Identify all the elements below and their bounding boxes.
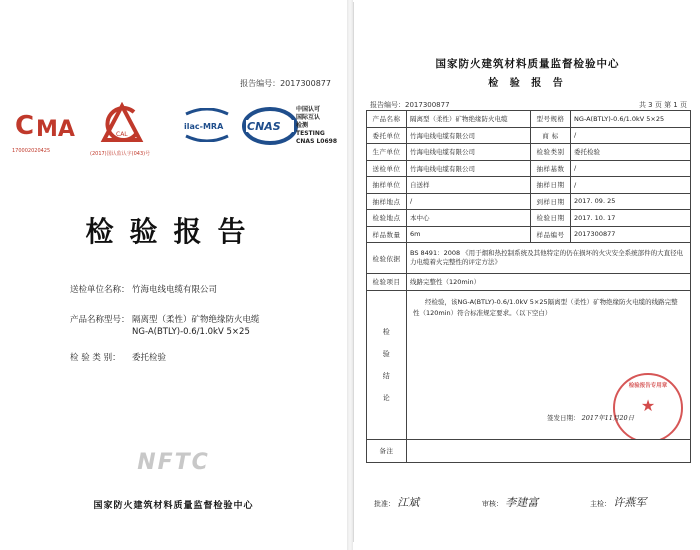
row-label: 检验日期 bbox=[531, 210, 571, 227]
row-label: 商 标 bbox=[531, 127, 571, 144]
report-cover-page bbox=[0, 2, 348, 542]
cnas-caption-line: 中国认可 bbox=[296, 106, 321, 113]
page-info: 共 3 页 第 1 页 bbox=[638, 101, 687, 109]
cma-logo bbox=[12, 110, 76, 154]
field-value: 竹海电线电缆有限公司 bbox=[132, 285, 218, 295]
table-row-remark bbox=[367, 439, 691, 462]
ilac-logo-letters: ilac-MRA bbox=[184, 122, 224, 131]
remark-value bbox=[407, 439, 691, 462]
row-value: 2017300877 bbox=[571, 226, 691, 243]
cnas-caption-line: 国际互认 bbox=[296, 114, 321, 121]
row-label: 检验地点 bbox=[367, 210, 407, 227]
row-value: NG-A(BTLY)-0.6/1.0kV 5×25 bbox=[571, 111, 691, 128]
svg-text:C: C bbox=[15, 111, 35, 141]
table-row bbox=[367, 193, 691, 210]
row-value: 竹海电线电缆有限公司 bbox=[407, 144, 531, 161]
row-value: / bbox=[571, 127, 691, 144]
cma-logo-letters: MA bbox=[36, 117, 75, 142]
signature-label: 批准： bbox=[374, 500, 395, 508]
table-row bbox=[367, 127, 691, 144]
cnas-logo-letters: CNAS bbox=[247, 120, 281, 133]
field-value-line: NG-A(BTLY)-0.6/1.0kV 5×25 bbox=[132, 327, 250, 337]
signature-approver bbox=[374, 494, 419, 510]
row-label: 抽样单位 bbox=[367, 177, 407, 194]
cover-title: 检验报告 bbox=[85, 215, 262, 248]
table-row bbox=[367, 210, 691, 227]
conclusion-cell bbox=[407, 290, 691, 439]
row-value: 2017. 10. 17 bbox=[571, 210, 691, 227]
items-label: 检验项目 bbox=[367, 274, 407, 291]
table-row bbox=[367, 160, 691, 177]
field-value-line: 隔离型（柔性）矿物绝缘防火电缆 bbox=[132, 315, 260, 325]
issue-date-label: 签发日期： bbox=[547, 413, 580, 422]
table-row bbox=[367, 111, 691, 128]
signature-label: 审核： bbox=[482, 500, 503, 508]
report-detail-page bbox=[353, 2, 700, 542]
items-value: 线路完整性（120min） bbox=[407, 274, 691, 291]
table-row bbox=[367, 177, 691, 194]
row-label: 到样日期 bbox=[531, 193, 571, 210]
cal-logo-letters: CAL bbox=[116, 131, 128, 138]
conclusion-label-char: 论 bbox=[382, 393, 391, 402]
field-label: 产品名称型号： bbox=[70, 315, 130, 325]
basis-label: 检验依据 bbox=[367, 243, 407, 274]
row-label: 委托单位 bbox=[367, 127, 407, 144]
table-row bbox=[367, 226, 691, 243]
signature-name: 许燕军 bbox=[613, 496, 647, 509]
row-value: 委托检验 bbox=[571, 144, 691, 161]
conclusion-label-char: 结 bbox=[382, 371, 391, 380]
ilac-mra-logo bbox=[182, 108, 232, 142]
cover-footer-org: 国家防火建筑材料质量监督检验中心 bbox=[93, 501, 254, 511]
cnas-caption-line: TESTING bbox=[296, 130, 325, 137]
row-label: 产品名称 bbox=[367, 111, 407, 128]
seal-text: 检验报告专用章 bbox=[628, 382, 668, 389]
row-value: 6m bbox=[407, 226, 531, 243]
row-label: 样品编号 bbox=[531, 226, 571, 243]
cover-field-category bbox=[70, 352, 166, 364]
signature-reviewer bbox=[482, 494, 538, 510]
row-value: 本中心 bbox=[407, 210, 531, 227]
signature-inspector bbox=[590, 494, 646, 510]
inspection-seal bbox=[613, 373, 683, 440]
cma-logo-caption: 170002020425 bbox=[12, 148, 51, 154]
remark-label: 备注 bbox=[367, 439, 407, 462]
row-label: 抽样地点 bbox=[367, 193, 407, 210]
row-value: 隔离型（柔性）矿物绝缘防火电缆 bbox=[407, 111, 531, 128]
cnas-caption-line: CNAS L0698 bbox=[296, 138, 338, 145]
row-label: 抽样基数 bbox=[531, 160, 571, 177]
signature-label: 主检： bbox=[590, 500, 611, 508]
row-value: / bbox=[571, 177, 691, 194]
cal-logo-caption: (2017)国认监认字(043)号 bbox=[90, 151, 151, 157]
field-label: 送检单位名称： bbox=[70, 285, 130, 295]
conclusion-text: 经检验，该NG-A(BTLY)-0.6/1.0kV 5×25隔离型（柔性）矿物绝缘防火电缆的线路完整性（120min）符合标准规定要求。（以下空白） bbox=[413, 297, 678, 317]
row-value: 竹海电线电缆有限公司 bbox=[407, 127, 531, 144]
field-value bbox=[132, 314, 260, 338]
row-label: 送检单位 bbox=[367, 160, 407, 177]
table-row-basis bbox=[367, 243, 691, 274]
cal-logo bbox=[90, 102, 151, 157]
row-value: / bbox=[407, 193, 531, 210]
cnas-logo-caption bbox=[296, 106, 337, 146]
row-label: 抽样日期 bbox=[531, 177, 571, 194]
detail-org-title: 国家防火建筑材料质量监督检验中心 bbox=[435, 58, 620, 70]
cover-field-client bbox=[70, 284, 217, 296]
row-label: 型号规格 bbox=[531, 111, 571, 128]
cover-field-product bbox=[70, 314, 260, 338]
detail-table bbox=[366, 110, 691, 463]
cnas-logo bbox=[240, 106, 304, 146]
cnas-caption-line: 检测 bbox=[296, 122, 309, 129]
field-value: 委托检验 bbox=[132, 353, 167, 363]
conclusion-label-char: 验 bbox=[382, 349, 391, 358]
row-value: 竹海电线电缆有限公司 bbox=[407, 160, 531, 177]
issue-date-value: 2017年11月20日 bbox=[581, 413, 635, 422]
cover-report-number: 报告编号：2017300877 bbox=[240, 79, 331, 88]
issue-date bbox=[547, 413, 634, 422]
basis-value: BS 8491：2008 《用于烟和热控制系统及其他特定的仍在损坏的火灾安全系统部件的大直径电力电缆着火完整性的评定方法》 bbox=[407, 243, 691, 274]
nftc-watermark: NFTC bbox=[137, 450, 210, 475]
seal-star-icon: ★ bbox=[640, 395, 656, 415]
detail-subtitle: 检 验 报 告 bbox=[488, 78, 567, 89]
detail-report-number: 报告编号：2017300877 bbox=[370, 101, 450, 109]
conclusion-label-char: 检 bbox=[382, 327, 391, 336]
table-row-conclusion bbox=[367, 290, 691, 439]
row-value: 2017. 09. 25 bbox=[571, 193, 691, 210]
row-label: 生产单位 bbox=[367, 144, 407, 161]
signature-name: 江斌 bbox=[397, 496, 420, 509]
row-value: 自送样 bbox=[407, 177, 531, 194]
field-label: 检 验 类 别： bbox=[70, 353, 121, 363]
row-label: 检验类别 bbox=[531, 144, 571, 161]
table-row bbox=[367, 144, 691, 161]
table-row-items bbox=[367, 274, 691, 291]
row-label: 样品数量 bbox=[367, 226, 407, 243]
signature-name: 李建富 bbox=[505, 496, 539, 509]
conclusion-label bbox=[367, 290, 407, 439]
row-value: / bbox=[571, 160, 691, 177]
